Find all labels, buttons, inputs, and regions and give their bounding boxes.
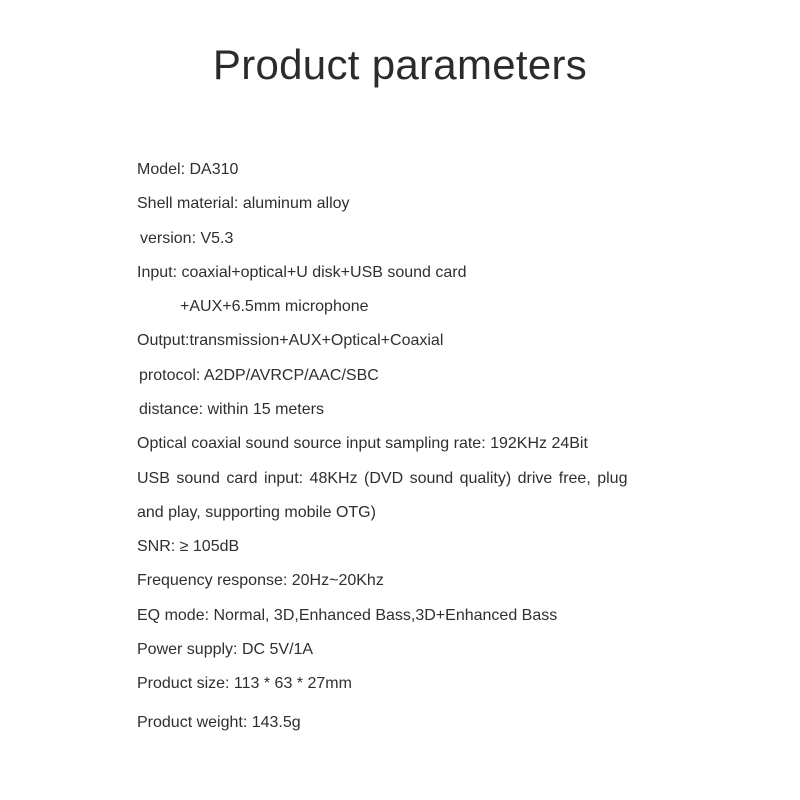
param-usb-input: USB sound card input: 48KHz (DVD sound quality) drive free, plug (137, 470, 628, 487)
param-usb-input-continued: and play, supporting mobile OTG) (137, 504, 376, 521)
param-eq-mode: EQ mode: Normal, 3D,Enhanced Bass,3D+Enhanced Bass (137, 607, 558, 624)
param-sampling-rate: Optical coaxial sound source input sampling rate: 192KHz 24Bit (137, 435, 588, 452)
param-snr: SNR: ≥ 105dB (137, 538, 240, 555)
param-model: Model: DA310 (137, 161, 239, 178)
page-title: Product parameters (212, 41, 588, 88)
param-input-continued: +AUX+6.5mm microphone (180, 298, 369, 315)
param-distance: distance: within 15 meters (139, 401, 324, 418)
param-frequency-response: Frequency response: 20Hz~20Khz (137, 572, 384, 589)
param-power-supply: Power supply: DC 5V/1A (137, 641, 314, 658)
param-version: version: V5.3 (140, 230, 234, 247)
param-product-size: Product size: 113 * 63 * 27mm (137, 675, 352, 692)
param-input: Input: coaxial+optical+U disk+USB sound card (137, 264, 467, 281)
param-output: Output:transmission+AUX+Optical+Coaxial (137, 332, 444, 349)
param-product-weight: Product weight: 143.5g (137, 714, 301, 731)
param-protocol: protocol: A2DP/AVRCP/AAC/SBC (139, 367, 379, 384)
param-shell-material: Shell material: aluminum alloy (137, 195, 350, 212)
